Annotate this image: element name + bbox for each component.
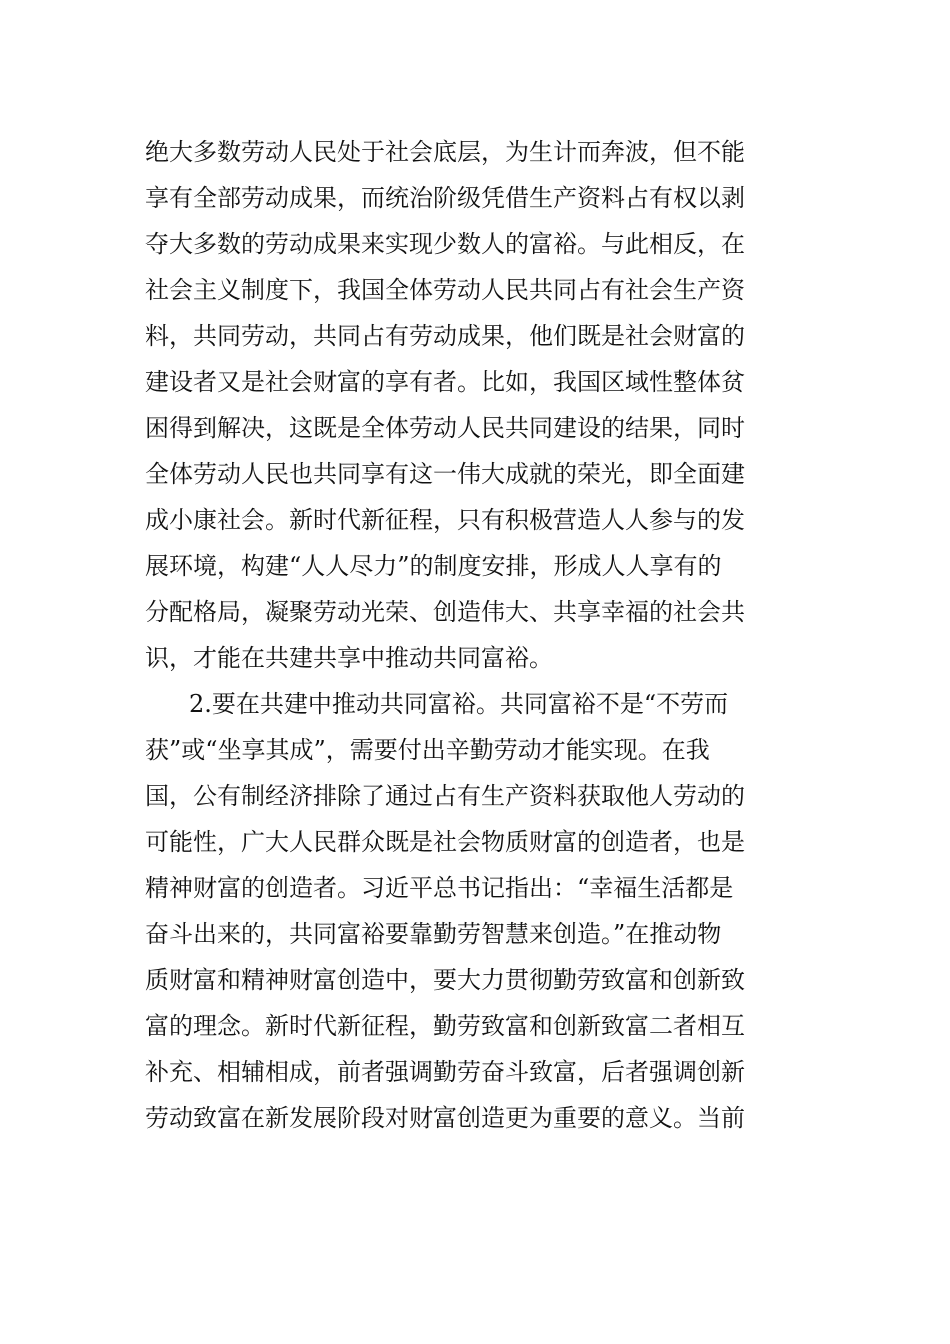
text-line: 补充、相辅相成，前者强调勤劳奋斗致富，后者强调创新 bbox=[145, 1058, 745, 1086]
text-line: 全体劳动人民也共同享有这一伟大成就的荣光，即全面建 bbox=[145, 460, 745, 488]
text-line: 国，公有制经济排除了通过占有生产资料获取他人劳动的 bbox=[145, 782, 745, 810]
paragraph-1 bbox=[145, 129, 815, 681]
text-line: 享有全部劳动成果，而统治阶级凭借生产资料占有权以剥 bbox=[145, 184, 745, 212]
text-line: 2.要在共建中推动共同富裕。共同富裕不是“不劳而 bbox=[189, 690, 729, 718]
text-line: 成小康社会。新时代新征程，只有积极营造人人参与的发 bbox=[145, 506, 745, 534]
text-line: 展环境，构建“人人尽力”的制度安排，形成人人享有的 bbox=[145, 552, 722, 580]
text-line: 分配格局，凝聚劳动光荣、创造伟大、共享幸福的社会共 bbox=[145, 598, 745, 626]
text-line: 质财富和精神财富创造中，要大力贯彻勤劳致富和创新致 bbox=[145, 966, 745, 994]
text-line: 劳动致富在新发展阶段对财富创造更为重要的意义。当前 bbox=[145, 1104, 745, 1132]
text-line: 识，才能在共建共享中推动共同富裕。 bbox=[145, 644, 553, 672]
document-body bbox=[145, 129, 815, 1141]
text-line: 富的理念。新时代新征程，勤劳致富和创新致富二者相互 bbox=[145, 1012, 745, 1040]
paragraph-2 bbox=[145, 681, 815, 1141]
text-line: 夺大多数的劳动成果来实现少数人的富裕。与此相反，在 bbox=[145, 230, 745, 258]
text-line: 建设者又是社会财富的享有者。比如，我国区域性整体贫 bbox=[145, 368, 745, 396]
text-line: 奋斗出来的，共同富裕要靠勤劳智慧来创造。”在推动物 bbox=[145, 920, 722, 948]
text-line: 可能性，广大人民群众既是社会物质财富的创造者，也是 bbox=[145, 828, 745, 856]
text-line: 社会主义制度下，我国全体劳动人民共同占有社会生产资 bbox=[145, 276, 745, 304]
text-line: 获”或“坐享其成”，需要付出辛勤劳动才能实现。在我 bbox=[145, 736, 710, 764]
text-line: 料，共同劳动，共同占有劳动成果，他们既是社会财富的 bbox=[145, 322, 745, 350]
text-line: 绝大多数劳动人民处于社会底层，为生计而奔波，但不能 bbox=[145, 138, 745, 166]
text-line: 困得到解决，这既是全体劳动人民共同建设的结果，同时 bbox=[145, 414, 745, 442]
text-line: 精神财富的创造者。习近平总书记指出：“幸福生活都是 bbox=[145, 874, 734, 902]
